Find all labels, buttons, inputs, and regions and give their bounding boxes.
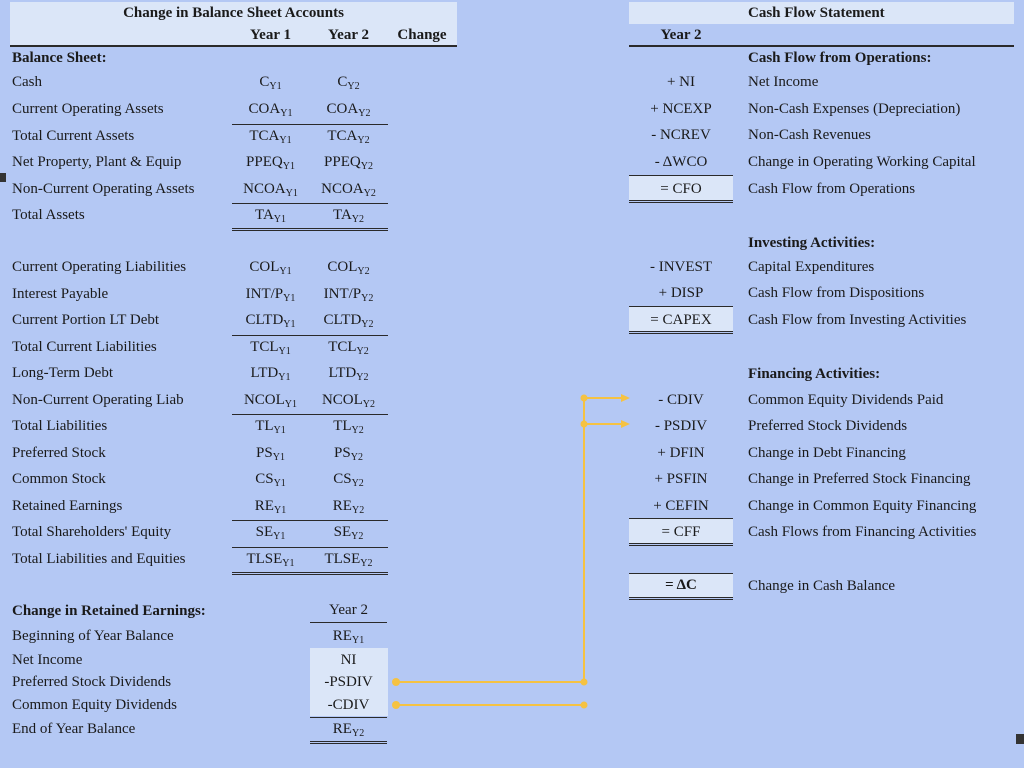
cf-label: Non-Cash Expenses (Depreciation) [748, 101, 961, 117]
cf-code: - ΔWCO [654, 154, 708, 170]
balance-sheet-section-title: Balance Sheet: [12, 50, 107, 66]
cf-label: Change in Debt Financing [748, 445, 906, 461]
bs-year1-cell: $RE_{Y1}$ [254, 498, 287, 516]
cf-total-top-rule [629, 518, 733, 519]
re-row-label: End of Year Balance [12, 721, 136, 737]
cf-code: = CAPEX [650, 312, 712, 328]
bs-year1-cell: $CS_{Y1}$ [255, 471, 286, 489]
cf-label: Cash Flow from Dispositions [748, 285, 925, 301]
bs-year1-cell: $PS_{Y1}$ [256, 445, 285, 463]
bs-year2-cell: $PS_{Y2}$ [334, 445, 363, 463]
right-title: Cash Flow Statement [748, 5, 885, 21]
bs-row-label: Retained Earnings [12, 498, 123, 514]
cf-code: + DFIN [657, 445, 705, 461]
cf-label: Capital Expenditures [748, 259, 875, 275]
re-end-rule [310, 717, 387, 718]
bs-year2-cell: $TCL_{Y2}$ [328, 339, 369, 357]
subtotal-rule [232, 124, 388, 125]
cf-code: = CFO [660, 181, 702, 197]
bs-row-label: Cash [12, 74, 42, 90]
subtotal-rule [232, 335, 388, 336]
bs-row-label: Total Shareholders' Equity [12, 524, 172, 540]
total-double-rule [232, 228, 388, 231]
cf-code: - PSDIV [654, 418, 708, 434]
right-col-header: Year 2 [660, 27, 702, 43]
bs-year2-cell: $PPEQ_{Y2}$ [324, 154, 373, 172]
bs-row-label: Total Assets [12, 207, 85, 223]
cf-code: - INVEST [649, 259, 713, 275]
cf-label: Cash Flows from Financing Activities [748, 524, 977, 540]
bs-year2-cell: INT/$P_{Y2}$ [323, 286, 374, 304]
bs-row-label: Current Operating Liabilities [12, 259, 187, 275]
cf-code: + CEFIN [653, 498, 709, 514]
cf-total-bottom-rule [629, 200, 733, 203]
bs-year2-cell: $CLTD_{Y2}$ [323, 312, 374, 330]
re-row-value: NI [340, 652, 357, 668]
col-year2-header: Year 2 [328, 27, 369, 43]
bs-row-label: Net Property, Plant & Equip [12, 154, 182, 170]
re-row-label: Beginning of Year Balance [12, 628, 174, 644]
bs-year1-cell: $C_{Y1}$ [259, 74, 282, 92]
bs-year2-cell: $SE_{Y2}$ [333, 524, 364, 542]
edge-mark-left [0, 173, 6, 182]
ops-section-title: Cash Flow from Operations: [748, 50, 932, 66]
cf-label: Cash Flow from Investing Activities [748, 312, 967, 328]
bs-year2-cell: $NCOL_{Y2}$ [321, 392, 376, 410]
re-row-label: Preferred Stock Dividends [12, 674, 172, 690]
bs-year1-cell: $TA_{Y1}$ [254, 207, 287, 225]
bs-row-label: Long-Term Debt [12, 365, 114, 381]
fin-section-title: Financing Activities: [748, 366, 881, 382]
cf-total-top-rule [629, 175, 733, 176]
cf-label: Change in Common Equity Financing [748, 498, 977, 514]
cf-code: + NI [666, 74, 696, 90]
bs-year2-cell: $C_{Y2}$ [337, 74, 360, 92]
bs-year1-cell: $TCL_{Y1}$ [250, 339, 291, 357]
bs-year2-cell: $TCA_{Y2}$ [327, 128, 370, 146]
cf-total-bottom-rule [629, 543, 733, 546]
bs-year2-cell: $COA_{Y2}$ [326, 101, 371, 119]
total-code: = ΔC [665, 577, 697, 593]
bs-year1-cell: $PPEQ_{Y1}$ [246, 154, 295, 172]
col-year1-header: Year 1 [250, 27, 291, 43]
col-change-header: Change [397, 27, 447, 43]
cf-total-top-rule [629, 306, 733, 307]
bs-year2-cell: $TL_{Y2}$ [333, 418, 364, 436]
bs-year1-cell: $TCA_{Y1}$ [249, 128, 292, 146]
bs-year1-cell: $CLTD_{Y1}$ [245, 312, 296, 330]
inv-section-title: Investing Activities: [748, 235, 876, 251]
cf-code: - CDIV [658, 392, 704, 408]
subtotal-rule [232, 203, 388, 204]
re-row-label: Common Equity Dividends [12, 697, 177, 713]
bs-year1-cell: $TLSE_{Y1}$ [246, 551, 295, 569]
bs-year2-cell: $NCOA_{Y2}$ [321, 181, 376, 199]
bs-row-label: Total Liabilities and Equities [12, 551, 186, 567]
re-section-title: Change in Retained Earnings: [12, 603, 206, 619]
cf-label: Non-Cash Revenues [748, 127, 871, 143]
subtotal-rule [232, 414, 388, 415]
total-label: Change in Cash Balance [748, 578, 896, 594]
cf-code: + NCEXP [650, 101, 712, 117]
cf-total-bottom-rule [629, 331, 733, 334]
cf-label: Change in Preferred Stock Financing [748, 471, 971, 487]
left-title: Change in Balance Sheet Accounts [123, 5, 344, 21]
bs-year1-cell: $TL_{Y1}$ [255, 418, 286, 436]
bs-row-label: Interest Payable [12, 286, 109, 302]
bs-row-label: Common Stock [12, 471, 106, 487]
bs-row-label: Non-Current Operating Assets [12, 181, 195, 197]
cf-code: = CFF [661, 524, 701, 540]
re-row-value: -CDIV [327, 697, 370, 713]
cf-label: Net Income [748, 74, 819, 90]
cf-code: + PSFIN [654, 471, 708, 487]
bs-year1-cell: $COA_{Y1}$ [248, 101, 293, 119]
edge-mark-right [1016, 734, 1024, 744]
re-col-header: Year 2 [329, 602, 368, 618]
bs-row-label: Total Liabilities [12, 418, 108, 434]
cf-code: - NCREV [651, 127, 711, 143]
subtotal-rule [232, 547, 388, 548]
total-double-rule [232, 572, 388, 575]
bs-row-label: Total Current Liabilities [12, 339, 157, 355]
cf-code: + DISP [658, 285, 704, 301]
bs-year1-cell: $LTD_{Y1}$ [250, 365, 291, 383]
bs-year1-cell: $SE_{Y1}$ [255, 524, 286, 542]
bs-year2-cell: $RE_{Y2}$ [332, 498, 365, 516]
re-end-double-rule [310, 741, 387, 744]
cf-label: Change in Operating Working Capital [748, 154, 976, 170]
bs-row-label: Total Current Assets [12, 128, 135, 144]
bs-year2-cell: $CS_{Y2}$ [333, 471, 364, 489]
re-row-value: $RE_{Y2}$ [332, 721, 365, 739]
bs-year1-cell: $NCOL_{Y1}$ [243, 392, 298, 410]
bs-year1-cell: $COL_{Y1}$ [249, 259, 292, 277]
re-row-value: -PSDIV [324, 674, 373, 690]
re-row-label: Net Income [12, 652, 83, 668]
cf-label: Cash Flow from Operations [748, 181, 916, 197]
bs-year2-cell: $TLSE_{Y2}$ [324, 551, 373, 569]
bs-row-label: Current Operating Assets [12, 101, 164, 117]
cf-label: Preferred Stock Dividends [748, 418, 908, 434]
bs-year2-cell: $COL_{Y2}$ [327, 259, 370, 277]
bs-row-label: Current Portion LT Debt [12, 312, 160, 328]
cf-label: Common Equity Dividends Paid [748, 392, 944, 408]
bs-year1-cell: INT/$P_{Y1}$ [245, 286, 296, 304]
bs-row-label: Preferred Stock [12, 445, 106, 461]
bs-year2-cell: $LTD_{Y2}$ [328, 365, 369, 383]
bs-year2-cell: $TA_{Y2}$ [332, 207, 365, 225]
re-row-value: $RE_{Y1}$ [332, 628, 365, 646]
bs-row-label: Non-Current Operating Liab [12, 392, 184, 408]
bs-year1-cell: $NCOA_{Y1}$ [243, 181, 298, 199]
subtotal-rule [232, 520, 388, 521]
